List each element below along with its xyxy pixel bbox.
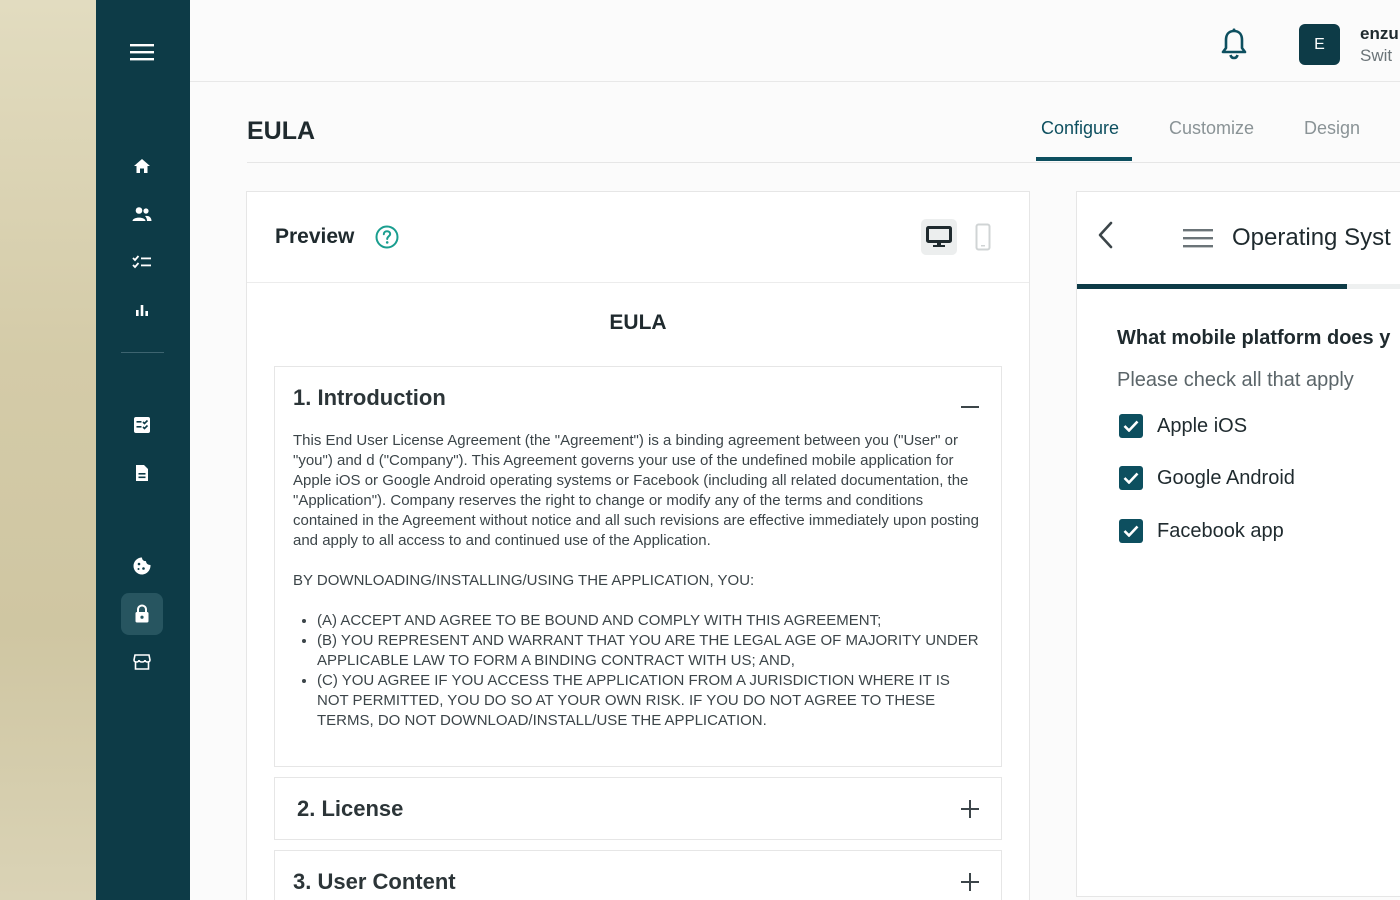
chevron-left-icon bbox=[1097, 221, 1113, 249]
tab-configure[interactable]: Configure bbox=[1041, 118, 1120, 138]
progress-fill bbox=[1077, 284, 1347, 289]
checkbox-google-android[interactable] bbox=[1119, 466, 1143, 490]
tab-design[interactable]: Design bbox=[1304, 118, 1361, 138]
sections-menu-button[interactable] bbox=[1183, 227, 1213, 254]
mobile-view-button[interactable] bbox=[975, 223, 991, 256]
intro-lead: BY DOWNLOADING/INSTALLING/USING THE APPLICATION, YOU: bbox=[293, 572, 755, 589]
accordion-title[interactable]: 2. License bbox=[297, 796, 404, 821]
switch-account-link[interactable]: Swit bbox=[1360, 46, 1393, 65]
bell-icon bbox=[1220, 28, 1248, 60]
preview-title: Preview bbox=[275, 225, 355, 248]
sidebar-item-tasks[interactable] bbox=[121, 404, 163, 446]
question-hint: Please check all that apply bbox=[1117, 369, 1354, 391]
accordion-title[interactable]: 1. Introduction bbox=[293, 385, 446, 410]
preview-header bbox=[247, 192, 1029, 283]
home-icon bbox=[133, 157, 151, 175]
preview-help-button[interactable] bbox=[375, 225, 399, 254]
tab-customize[interactable]: Customize bbox=[1169, 118, 1255, 138]
tabs-divider bbox=[247, 162, 1400, 163]
sidebar-item-documents[interactable] bbox=[121, 452, 163, 494]
avatar[interactable] bbox=[1299, 24, 1340, 65]
checklist-icon bbox=[132, 254, 152, 270]
minus-icon bbox=[961, 405, 979, 409]
help-icon bbox=[375, 225, 399, 249]
active-tab-indicator bbox=[1036, 157, 1132, 161]
accordion-user-content[interactable] bbox=[274, 850, 1002, 900]
questionnaire-panel bbox=[1076, 191, 1400, 897]
notifications-button[interactable] bbox=[1220, 28, 1248, 65]
document-title: EULA bbox=[609, 311, 667, 334]
option-google-android[interactable] bbox=[1119, 466, 1295, 490]
avatar-initial: E bbox=[1314, 35, 1325, 53]
expand-button[interactable] bbox=[961, 800, 979, 823]
expand-button[interactable] bbox=[961, 873, 979, 896]
app-window bbox=[96, 0, 1400, 900]
user-name[interactable]: enzu bbox=[1360, 24, 1399, 43]
users-icon bbox=[132, 206, 152, 222]
question-text: What mobile platform does y bbox=[1117, 327, 1391, 349]
sidebar-divider bbox=[121, 352, 164, 353]
sidebar-item-home[interactable] bbox=[121, 145, 163, 187]
check-icon bbox=[1123, 472, 1139, 484]
option-label: Apple iOS bbox=[1157, 414, 1248, 437]
list-icon bbox=[1183, 227, 1213, 249]
sidebar-item-privacy[interactable] bbox=[121, 593, 163, 635]
sidebar-item-users[interactable] bbox=[121, 193, 163, 235]
collapse-button[interactable] bbox=[961, 396, 979, 414]
lock-icon bbox=[134, 604, 150, 624]
desktop-view-button[interactable] bbox=[921, 219, 957, 255]
menu-toggle-button[interactable] bbox=[121, 31, 163, 73]
sidebar-item-analytics[interactable] bbox=[121, 289, 163, 331]
accordion-title[interactable]: 3. User Content bbox=[293, 869, 456, 894]
option-label: Google Android bbox=[1157, 466, 1295, 489]
terms-list bbox=[293, 611, 983, 731]
plus-icon bbox=[961, 873, 979, 891]
plus-icon bbox=[961, 800, 979, 818]
sidebar-item-store[interactable] bbox=[121, 641, 163, 683]
list-item: • (A) ACCEPT AND AGREE TO BE BOUND AND COMPLY WITH THIS AGREEMENT; bbox=[317, 611, 983, 631]
hamburger-icon bbox=[129, 42, 155, 62]
background-texture bbox=[0, 0, 110, 900]
option-apple-ios[interactable] bbox=[1119, 414, 1247, 438]
document-icon bbox=[134, 464, 150, 482]
sidebar-item-cookies[interactable] bbox=[121, 545, 163, 587]
accordion-body bbox=[293, 431, 983, 731]
desktop-icon bbox=[926, 226, 952, 248]
progress-bar bbox=[1077, 284, 1400, 289]
checkbox-apple-ios[interactable] bbox=[1119, 414, 1143, 438]
panel-header bbox=[1077, 192, 1400, 290]
preview-card bbox=[246, 191, 1030, 900]
checkbox-facebook-app[interactable] bbox=[1119, 519, 1143, 543]
intro-paragraph: This End User License Agreement (the "Agreement") is a binding agreement between you ("User" or "you") and d ("Company"). This Agreement governs your use of the undefined mobile application for Apple iOS or Google Android operating systems or Facebook (including all related documentation, the "Application"). Company reserves the right to change or modify any of the terms and conditions contained in the Agreement without notice and all such revisions are effective immediately upon posting and apply to all access to and continued use of the Application. bbox=[293, 432, 979, 549]
sidebar-item-checklist[interactable] bbox=[121, 241, 163, 283]
back-button[interactable] bbox=[1097, 221, 1113, 254]
option-label: Facebook app bbox=[1157, 519, 1284, 542]
mobile-icon bbox=[975, 223, 991, 251]
top-bar bbox=[190, 0, 1400, 82]
store-icon bbox=[133, 653, 151, 671]
option-facebook-app[interactable] bbox=[1119, 519, 1284, 543]
check-icon bbox=[1123, 420, 1139, 432]
check-icon bbox=[1123, 525, 1139, 537]
list-item: • (C) YOU AGREE IF YOU ACCESS THE APPLICATION FROM A JURISDICTION WHERE IT IS NOT PERMITTED, YOU DO SO AT YOUR OWN RISK. IF YOU DO NOT AGREE TO THESE TERMS, DO NOT DOWNLOAD/INSTALL/USE THE APPLICATION. bbox=[317, 671, 983, 731]
accordion-introduction bbox=[274, 366, 1002, 767]
list-item: • (B) YOU REPRESENT AND WARRANT THAT YOU ARE THE LEGAL AGE OF MAJORITY UNDER APPLICABLE LAW TO FORM A BINDING CONTRACT WITH US; AND, bbox=[317, 631, 983, 671]
bar-chart-icon bbox=[134, 302, 150, 318]
page-title: EULA bbox=[247, 117, 316, 145]
accordion-license[interactable] bbox=[274, 777, 1002, 840]
cookie-icon bbox=[132, 556, 152, 576]
sidebar bbox=[96, 0, 190, 900]
panel-title: Operating Syst bbox=[1232, 224, 1391, 251]
task-icon bbox=[133, 416, 151, 434]
